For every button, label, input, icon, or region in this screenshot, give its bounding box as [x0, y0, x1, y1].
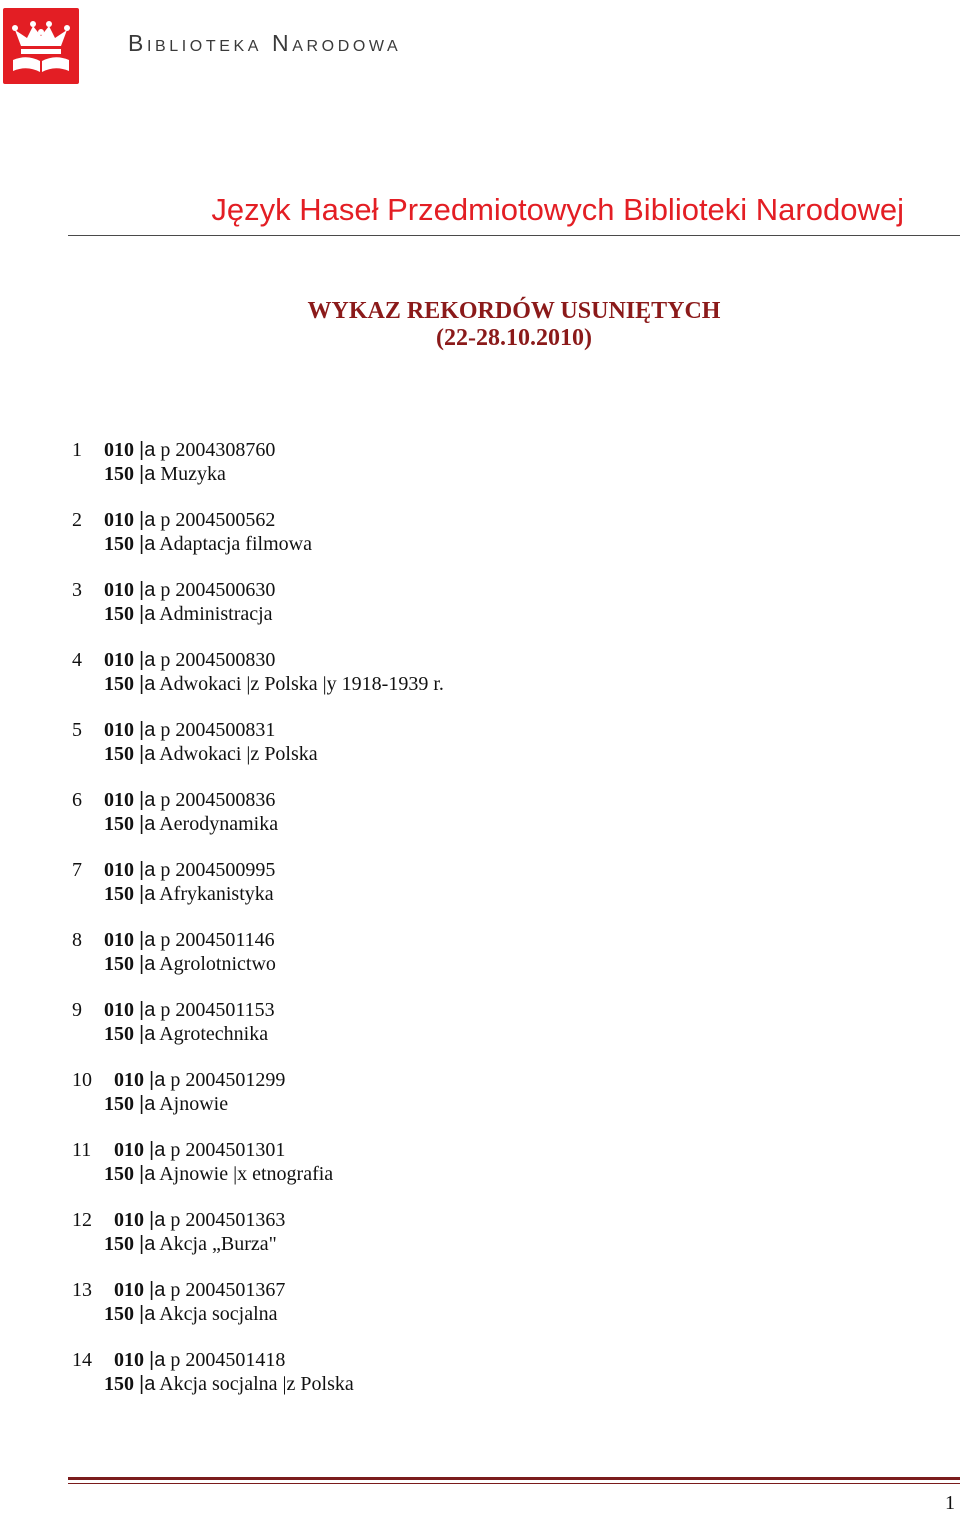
field-tag-150: 150	[104, 533, 134, 555]
field-tag-150: 150	[104, 743, 134, 765]
subfield-code: a	[154, 1279, 166, 1301]
field-tag-010: 010	[104, 439, 134, 461]
record-item	[72, 1348, 444, 1396]
subfield-delimiter: |	[139, 673, 145, 695]
field-tag-010: 010	[114, 1069, 144, 1091]
record-number: 7	[72, 859, 82, 881]
subfield-delimiter: |	[139, 533, 145, 555]
record-item	[72, 788, 444, 836]
subfield-code: a	[144, 463, 156, 485]
record-number: 14	[72, 1349, 92, 1371]
subfield-code: a	[144, 953, 156, 975]
record-item	[72, 648, 444, 696]
record-line-010	[72, 788, 444, 812]
field-tag-010: 010	[114, 1349, 144, 1371]
record-number: 13	[72, 1279, 92, 1301]
record-item	[72, 998, 444, 1046]
subfield-delimiter: |	[139, 1373, 145, 1395]
record-line-010	[72, 438, 444, 462]
record-item	[72, 858, 444, 906]
field-tag-010: 010	[104, 719, 134, 741]
subfield-code: a	[144, 1093, 156, 1115]
subfield-delimiter: |	[139, 929, 145, 951]
field-tag-150: 150	[104, 673, 134, 695]
subfield-code: a	[144, 1303, 156, 1325]
record-number: 3	[72, 579, 82, 601]
record-line-010	[72, 1138, 444, 1162]
subfield-code: a	[144, 1233, 156, 1255]
subfield-delimiter: |	[149, 1069, 155, 1091]
subject-heading: Administracja	[159, 603, 273, 625]
field-tag-150: 150	[104, 883, 134, 905]
record-line-010	[72, 858, 444, 882]
field-tag-150: 150	[104, 1303, 134, 1325]
subject-heading: Agrolotnictwo	[159, 953, 276, 975]
subfield-delimiter: |	[139, 953, 145, 975]
control-number: p 2004500831	[160, 719, 276, 741]
subfield-code: a	[154, 1069, 166, 1091]
title-divider	[68, 235, 960, 236]
subfield-code: a	[144, 929, 156, 951]
records-list	[72, 438, 444, 1418]
subject-heading: Adwokaci |z Polska |y 1918-1939 r.	[159, 673, 444, 695]
record-line-150	[72, 462, 444, 486]
record-line-150	[72, 1092, 444, 1116]
record-item	[72, 578, 444, 626]
subfield-code: a	[144, 673, 156, 695]
record-line-010	[72, 1068, 444, 1092]
record-number: 9	[72, 999, 82, 1021]
subject-heading: Afrykanistyka	[159, 883, 274, 905]
subfield-delimiter: |	[139, 743, 145, 765]
record-item	[72, 1208, 444, 1256]
subfield-code: a	[154, 1349, 166, 1371]
field-tag-150: 150	[104, 1163, 134, 1185]
field-tag-150: 150	[104, 1233, 134, 1255]
subfield-delimiter: |	[139, 813, 145, 835]
subfield-delimiter: |	[139, 509, 145, 531]
subfield-code: a	[144, 999, 156, 1021]
record-line-150	[72, 672, 444, 696]
control-number: p 2004501418	[170, 1349, 286, 1371]
control-number: p 2004501299	[170, 1069, 286, 1091]
document-title: Język Haseł Przedmiotowych Biblioteki Narodowej	[211, 192, 904, 227]
subfield-delimiter: |	[139, 579, 145, 601]
control-number: p 2004308760	[160, 439, 276, 461]
subfield-code: a	[144, 649, 156, 671]
subfield-code: a	[144, 509, 156, 531]
list-heading	[0, 298, 960, 352]
field-tag-010: 010	[104, 649, 134, 671]
subfield-code: a	[144, 883, 156, 905]
record-item	[72, 1278, 444, 1326]
subfield-delimiter: |	[139, 439, 145, 461]
record-line-150	[72, 952, 444, 976]
subfield-code: a	[144, 1023, 156, 1045]
field-tag-010: 010	[104, 509, 134, 531]
subject-heading: Ajnowie	[159, 1093, 229, 1115]
record-line-010	[72, 718, 444, 742]
subject-heading: Akcja socjalna |z Polska	[159, 1373, 354, 1395]
record-line-150	[72, 812, 444, 836]
control-number: p 2004501367	[170, 1279, 286, 1301]
subfield-code: a	[144, 579, 156, 601]
subfield-delimiter: |	[139, 603, 145, 625]
subfield-delimiter: |	[139, 1233, 145, 1255]
subfield-delimiter: |	[139, 1093, 145, 1115]
subfield-code: a	[144, 789, 156, 811]
record-line-010	[72, 1348, 444, 1372]
record-number: 6	[72, 789, 82, 811]
field-tag-010: 010	[114, 1209, 144, 1231]
field-tag-010: 010	[104, 579, 134, 601]
control-number: p 2004501363	[170, 1209, 286, 1231]
record-line-010	[72, 578, 444, 602]
record-item	[72, 1138, 444, 1186]
record-number: 2	[72, 509, 82, 531]
field-tag-150: 150	[104, 1373, 134, 1395]
subfield-code: a	[144, 603, 156, 625]
record-item	[72, 438, 444, 486]
heading-main: WYKAZ REKORDÓW USUNIĘTYCH	[307, 298, 721, 324]
record-line-150	[72, 1162, 444, 1186]
subfield-delimiter: |	[139, 1023, 145, 1045]
record-number: 4	[72, 649, 82, 671]
record-line-010	[72, 508, 444, 532]
subfield-code: a	[144, 719, 156, 741]
subfield-delimiter: |	[139, 1163, 145, 1185]
subfield-delimiter: |	[149, 1209, 155, 1231]
subfield-delimiter: |	[139, 859, 145, 881]
subfield-delimiter: |	[139, 883, 145, 905]
record-line-150	[72, 1302, 444, 1326]
record-line-150	[72, 1022, 444, 1046]
subfield-code: a	[154, 1139, 166, 1161]
field-tag-150: 150	[104, 1023, 134, 1045]
record-item	[72, 928, 444, 976]
subfield-code: a	[154, 1209, 166, 1231]
subfield-code: a	[144, 1163, 156, 1185]
field-tag-010: 010	[104, 999, 134, 1021]
control-number: p 2004501146	[160, 929, 275, 951]
record-item	[72, 508, 444, 556]
subject-heading: Agrotechnika	[159, 1023, 269, 1045]
record-number: 12	[72, 1209, 92, 1231]
subject-heading: Akcja socjalna	[159, 1303, 278, 1325]
field-tag-150: 150	[104, 953, 134, 975]
record-line-010	[72, 928, 444, 952]
field-tag-010: 010	[104, 789, 134, 811]
crown-book-icon	[3, 8, 79, 84]
record-line-010	[72, 648, 444, 672]
record-number: 5	[72, 719, 82, 741]
record-line-010	[72, 1208, 444, 1232]
field-tag-150: 150	[104, 1093, 134, 1115]
heading-date-range: (22-28.10.2010)	[436, 325, 592, 351]
record-line-150	[72, 1372, 444, 1396]
record-item	[72, 718, 444, 766]
subfield-delimiter: |	[149, 1349, 155, 1371]
field-tag-010: 010	[114, 1139, 144, 1161]
subject-heading: Muzyka	[160, 463, 226, 485]
field-tag-010: 010	[104, 859, 134, 881]
subfield-code: a	[144, 439, 156, 461]
subfield-delimiter: |	[139, 649, 145, 671]
record-number: 10	[72, 1069, 92, 1091]
footer-divider-thin	[68, 1483, 960, 1484]
subfield-code: a	[144, 813, 156, 835]
subfield-delimiter: |	[139, 999, 145, 1021]
page-number: 1	[945, 1492, 955, 1514]
subfield-code: a	[144, 1373, 156, 1395]
subfield-delimiter: |	[149, 1139, 155, 1161]
subfield-code: a	[144, 859, 156, 881]
control-number: p 2004500836	[160, 789, 276, 811]
subfield-code: a	[144, 743, 156, 765]
subject-heading: Adaptacja filmowa	[159, 533, 312, 555]
subfield-delimiter: |	[139, 463, 145, 485]
subfield-delimiter: |	[139, 719, 145, 741]
record-line-010	[72, 998, 444, 1022]
subject-heading: Ajnowie |x etnografia	[159, 1163, 334, 1185]
subject-heading: Akcja „Burza"	[159, 1233, 277, 1255]
record-line-150	[72, 532, 444, 556]
brand-name: Biblioteka Narodowa	[128, 30, 402, 56]
control-number: p 2004501153	[160, 999, 275, 1021]
record-line-010	[72, 1278, 444, 1302]
field-tag-150: 150	[104, 463, 134, 485]
field-tag-150: 150	[104, 813, 134, 835]
library-logo-icon	[3, 8, 79, 84]
control-number: p 2004501301	[170, 1139, 286, 1161]
record-number: 8	[72, 929, 82, 951]
field-tag-010: 010	[104, 929, 134, 951]
field-tag-150: 150	[104, 603, 134, 625]
record-line-150	[72, 1232, 444, 1256]
record-line-150	[72, 882, 444, 906]
record-number: 1	[72, 439, 82, 461]
control-number: p 2004500630	[160, 579, 276, 601]
subfield-delimiter: |	[139, 789, 145, 811]
subfield-delimiter: |	[139, 1303, 145, 1325]
footer-divider-thick	[68, 1477, 960, 1480]
subject-heading: Aerodynamika	[159, 813, 279, 835]
control-number: p 2004500830	[160, 649, 276, 671]
field-tag-010: 010	[114, 1279, 144, 1301]
record-line-150	[72, 602, 444, 626]
subfield-delimiter: |	[149, 1279, 155, 1301]
control-number: p 2004500562	[160, 509, 276, 531]
control-number: p 2004500995	[160, 859, 276, 881]
subject-heading: Adwokaci |z Polska	[159, 743, 318, 765]
record-number: 11	[72, 1139, 92, 1161]
record-line-150	[72, 742, 444, 766]
subfield-code: a	[144, 533, 156, 555]
record-item	[72, 1068, 444, 1116]
